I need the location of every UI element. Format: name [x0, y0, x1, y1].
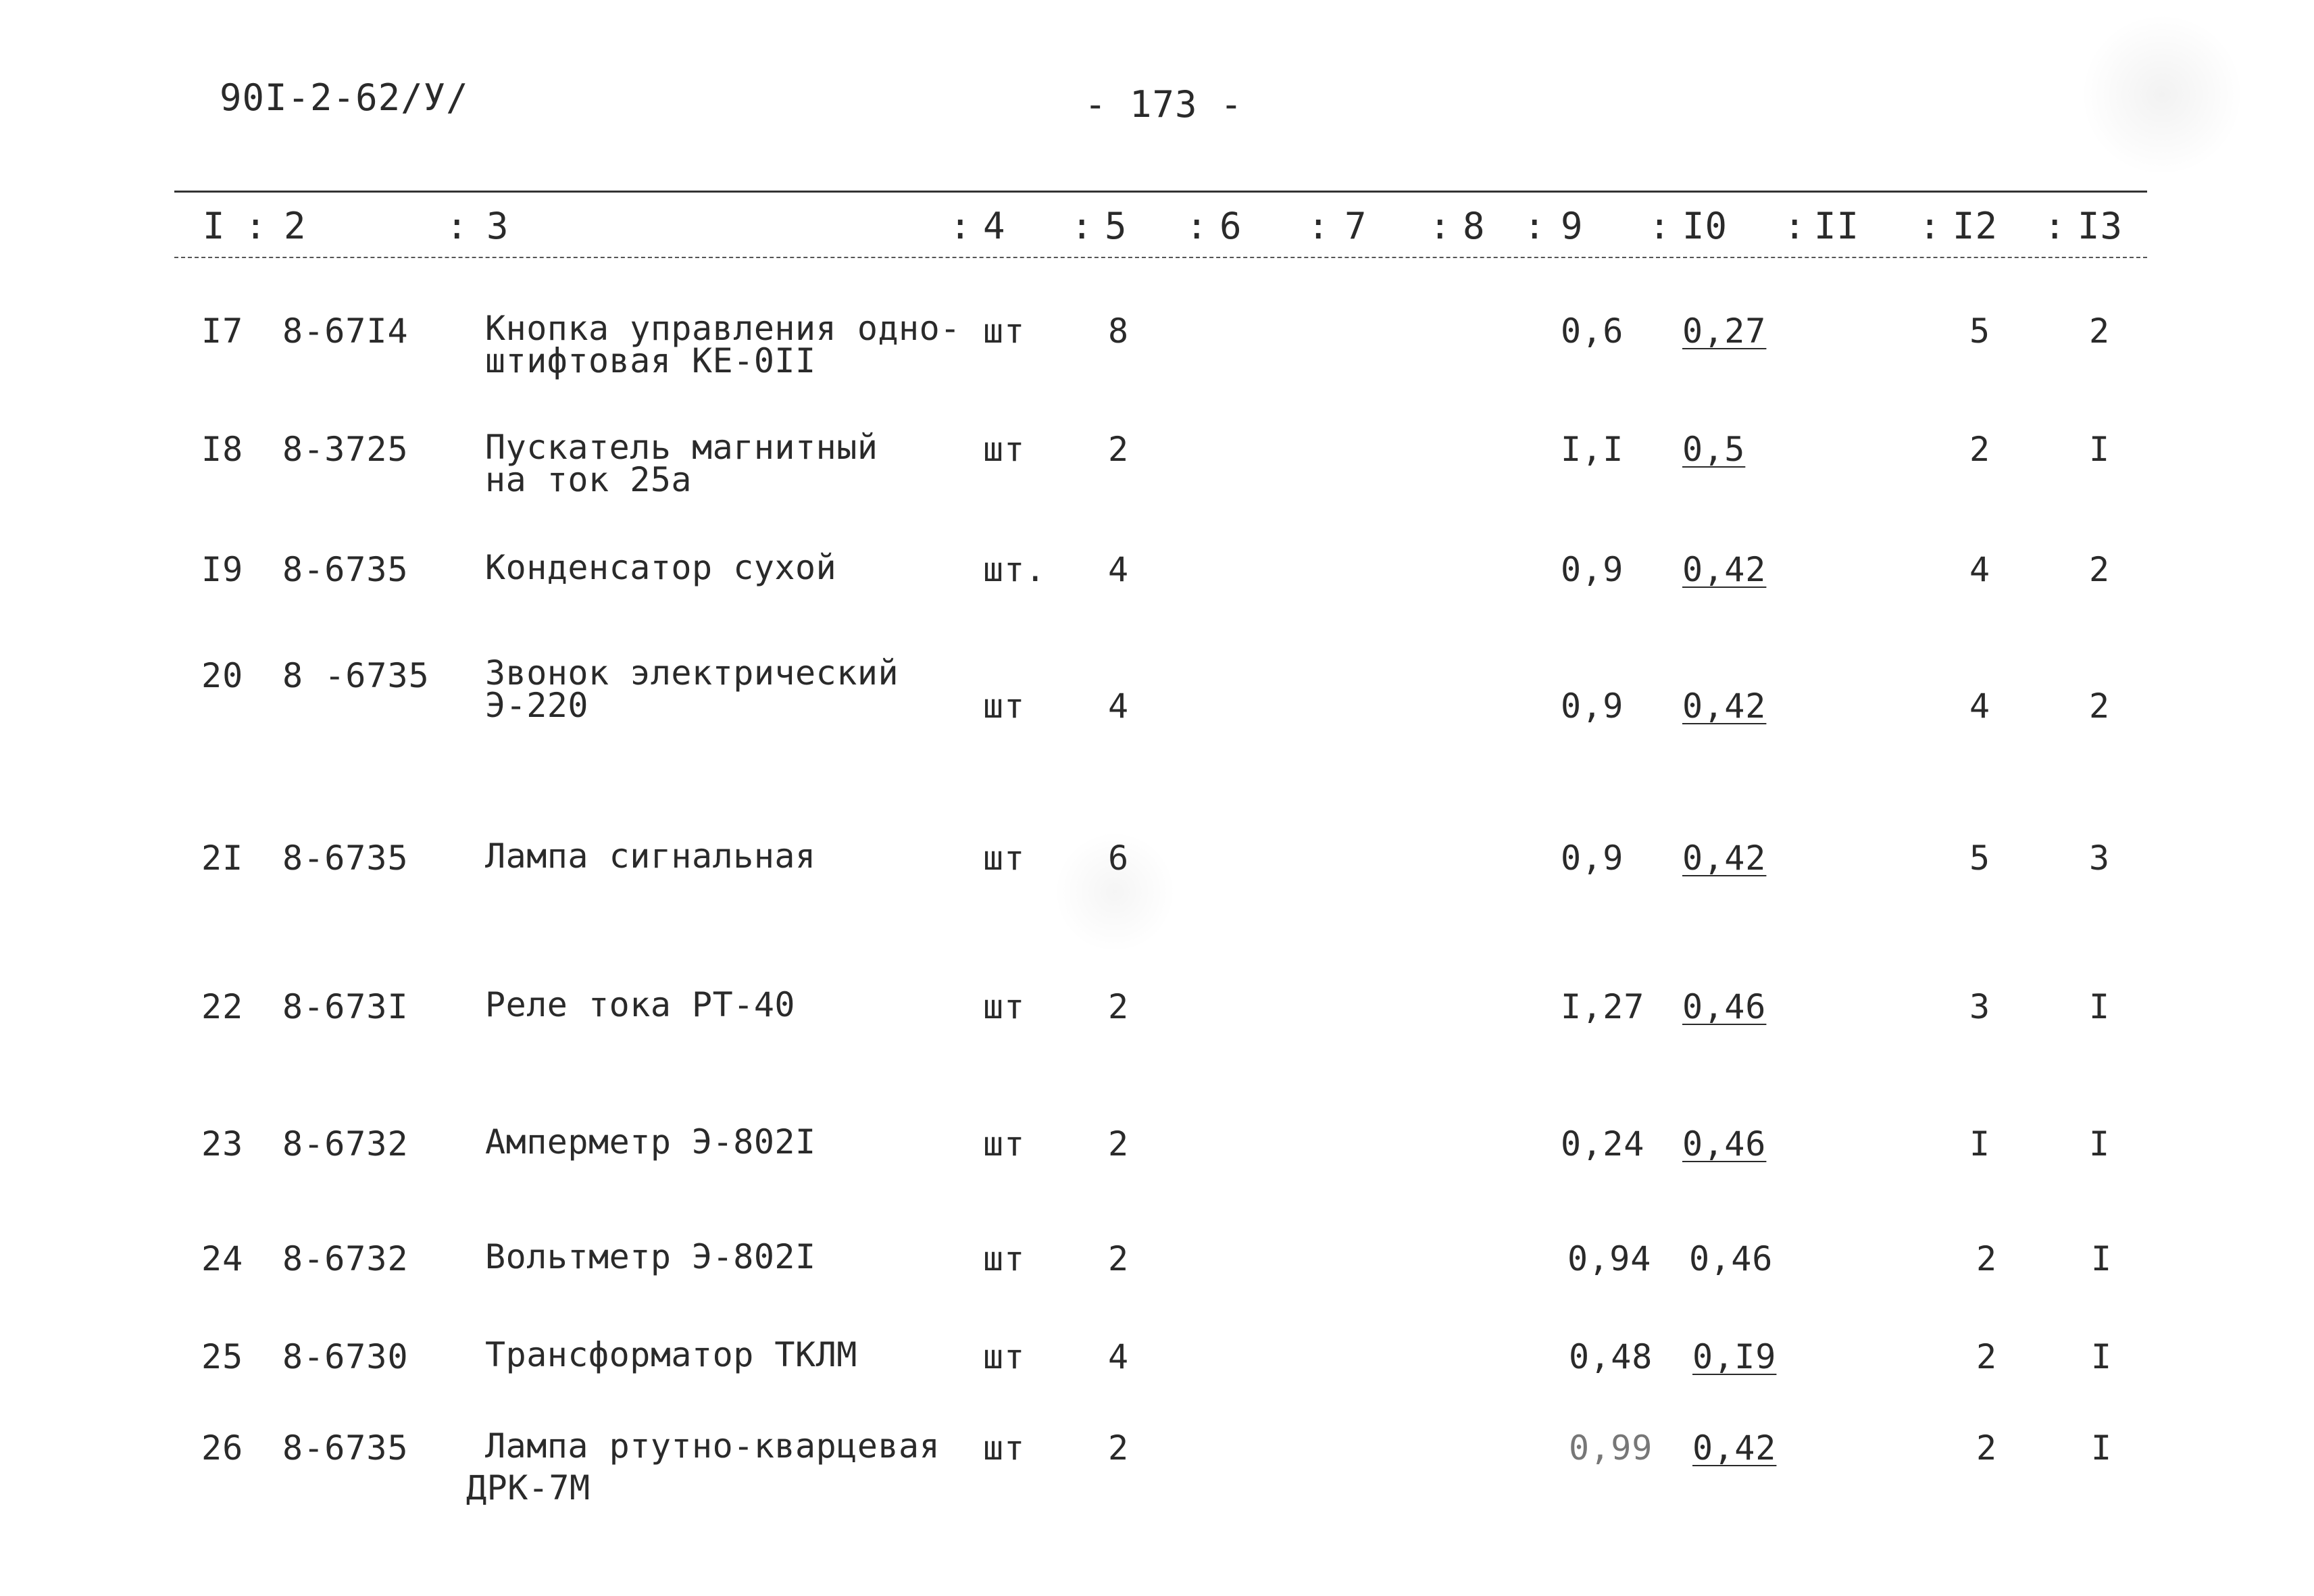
row-col13: 3 [2089, 839, 2111, 878]
row-code: 8-6732 [282, 1239, 409, 1278]
column-header: II [1814, 205, 1860, 247]
row-code: 8-6735 [282, 839, 409, 878]
row-code: 8-6730 [282, 1337, 409, 1376]
row-col12: 2 [1976, 1428, 1998, 1468]
row-code: 8-67I4 [282, 311, 409, 351]
row-number: 2I [201, 839, 244, 878]
row-unit: шт [983, 1239, 1026, 1278]
row-code: 8 -6735 [282, 656, 430, 695]
row-col10: 0,I9 [1692, 1337, 1777, 1376]
row-code: 8-673I [282, 987, 409, 1026]
row-col13: I [2091, 1239, 2113, 1278]
column-separator: : [1186, 205, 1209, 247]
row-col13: I [2091, 1337, 2113, 1376]
row-col12: 2 [1969, 430, 1991, 469]
row-col12: 5 [1969, 311, 1991, 351]
row-unit: шт [983, 987, 1026, 1026]
row-col13: 2 [2089, 687, 2111, 726]
row-col9: I,I [1561, 430, 1624, 469]
row-col9: I,27 [1561, 987, 1645, 1026]
row-name: Лампа сигнальная [485, 837, 816, 876]
column-separator: : [1784, 205, 1807, 247]
row-qty: 2 [1108, 1239, 1130, 1278]
row-col9: 0,48 [1569, 1337, 1653, 1376]
row-number: 24 [201, 1239, 244, 1278]
column-separator: : [446, 205, 469, 247]
row-col12: 4 [1969, 687, 1991, 726]
row-col12: 2 [1976, 1337, 1998, 1376]
page-number: - 173 - [1084, 83, 1243, 126]
row-col10: 0,42 [1682, 687, 1767, 726]
header-rule-top [174, 191, 2147, 193]
column-separator: : [949, 205, 972, 247]
column-separator: : [1071, 205, 1094, 247]
row-code: 8-3725 [282, 430, 409, 469]
row-name: Кнопка управления одно- штифтовая КЕ-0II [485, 309, 961, 380]
row-name-continuation: ДРК-7М [466, 1468, 590, 1507]
row-col13: 2 [2089, 311, 2111, 351]
row-qty: 4 [1108, 687, 1130, 726]
row-number: 22 [201, 987, 244, 1026]
row-name: Лампа ртутно-кварцевая [485, 1426, 940, 1466]
column-header: 8 [1463, 205, 1486, 247]
row-col9: 0,24 [1561, 1124, 1645, 1164]
column-header: I [203, 205, 226, 247]
row-number: 26 [201, 1428, 244, 1468]
row-number: I7 [201, 311, 244, 351]
column-header: 2 [284, 205, 307, 247]
row-col13: I [2091, 1428, 2113, 1468]
row-col12: 3 [1969, 987, 1991, 1026]
column-header: 3 [486, 205, 509, 247]
row-number: I8 [201, 430, 244, 469]
row-col10: 0,5 [1682, 430, 1746, 469]
row-unit: шт. [983, 550, 1047, 589]
row-name: Конденсатор сухой [485, 548, 837, 587]
row-col9: 0,94 [1567, 1239, 1652, 1278]
row-number: 25 [201, 1337, 244, 1376]
row-code: 8-6735 [282, 550, 409, 589]
row-name: Звонок электрический Э-220 [485, 653, 899, 725]
column-header: I0 [1682, 205, 1728, 247]
row-unit: шт [983, 687, 1026, 726]
column-header: 4 [983, 205, 1006, 247]
row-unit: шт [983, 1337, 1026, 1376]
row-qty: 4 [1108, 1337, 1130, 1376]
column-separator: : [2044, 205, 2067, 247]
column-header: 9 [1561, 205, 1584, 247]
column-separator: : [245, 205, 268, 247]
column-separator: : [1649, 205, 1671, 247]
column-separator: : [1307, 205, 1330, 247]
row-unit: шт [983, 1428, 1026, 1468]
row-col9: 0,9 [1561, 550, 1624, 589]
row-col9: 0,9 [1561, 687, 1624, 726]
column-header: I2 [1953, 205, 1998, 247]
row-col9: 0,99 [1569, 1428, 1653, 1468]
column-header: I3 [2078, 205, 2123, 247]
row-name: Вольтметр Э-802I [485, 1237, 816, 1276]
row-number: 23 [201, 1124, 244, 1164]
row-col13: 2 [2089, 550, 2111, 589]
row-col12: 2 [1976, 1239, 1998, 1278]
column-separator: : [1429, 205, 1452, 247]
row-qty: 2 [1108, 1428, 1130, 1468]
row-col9: 0,6 [1561, 311, 1624, 351]
row-col9: 0,9 [1561, 839, 1624, 878]
row-col10: 0,46 [1682, 1124, 1767, 1164]
column-header: 5 [1105, 205, 1128, 247]
row-col10: 0,46 [1689, 1239, 1774, 1278]
row-code: 8-6735 [282, 1428, 409, 1468]
row-col13: I [2089, 1124, 2111, 1164]
row-unit: шт [983, 311, 1026, 351]
row-col10: 0,42 [1682, 550, 1767, 589]
row-number: 20 [201, 656, 244, 695]
column-header: 7 [1344, 205, 1367, 247]
row-name: Амперметр Э-802I [485, 1122, 816, 1162]
row-code: 8-6732 [282, 1124, 409, 1164]
row-col13: I [2089, 987, 2111, 1026]
column-separator: : [1524, 205, 1546, 247]
row-col10: 0,46 [1682, 987, 1767, 1026]
row-name: Пускатель магнитный на ток 25а [485, 428, 878, 499]
column-separator: : [1919, 205, 1942, 247]
row-col10: 0,42 [1692, 1428, 1777, 1468]
row-qty: 4 [1108, 550, 1130, 589]
document-code: 90I-2-62/У/ [220, 76, 469, 119]
row-col12: I [1969, 1124, 1991, 1164]
row-unit: шт [983, 839, 1026, 878]
row-number: I9 [201, 550, 244, 589]
row-qty: 2 [1108, 1124, 1130, 1164]
row-col13: I [2089, 430, 2111, 469]
header-rule-bottom [174, 257, 2147, 258]
row-qty: 2 [1108, 987, 1130, 1026]
row-col10: 0,42 [1682, 839, 1767, 878]
row-unit: шт [983, 1124, 1026, 1164]
row-col10: 0,27 [1682, 311, 1767, 351]
row-col12: 5 [1969, 839, 1991, 878]
column-header: 6 [1219, 205, 1242, 247]
row-qty: 6 [1108, 839, 1130, 878]
row-qty: 2 [1108, 430, 1130, 469]
row-name: Трансформатор ТКЛМ [485, 1335, 857, 1374]
row-unit: шт [983, 430, 1026, 469]
row-name: Реле тока РТ-40 [485, 985, 796, 1024]
row-qty: 8 [1108, 311, 1130, 351]
row-col12: 4 [1969, 550, 1991, 589]
